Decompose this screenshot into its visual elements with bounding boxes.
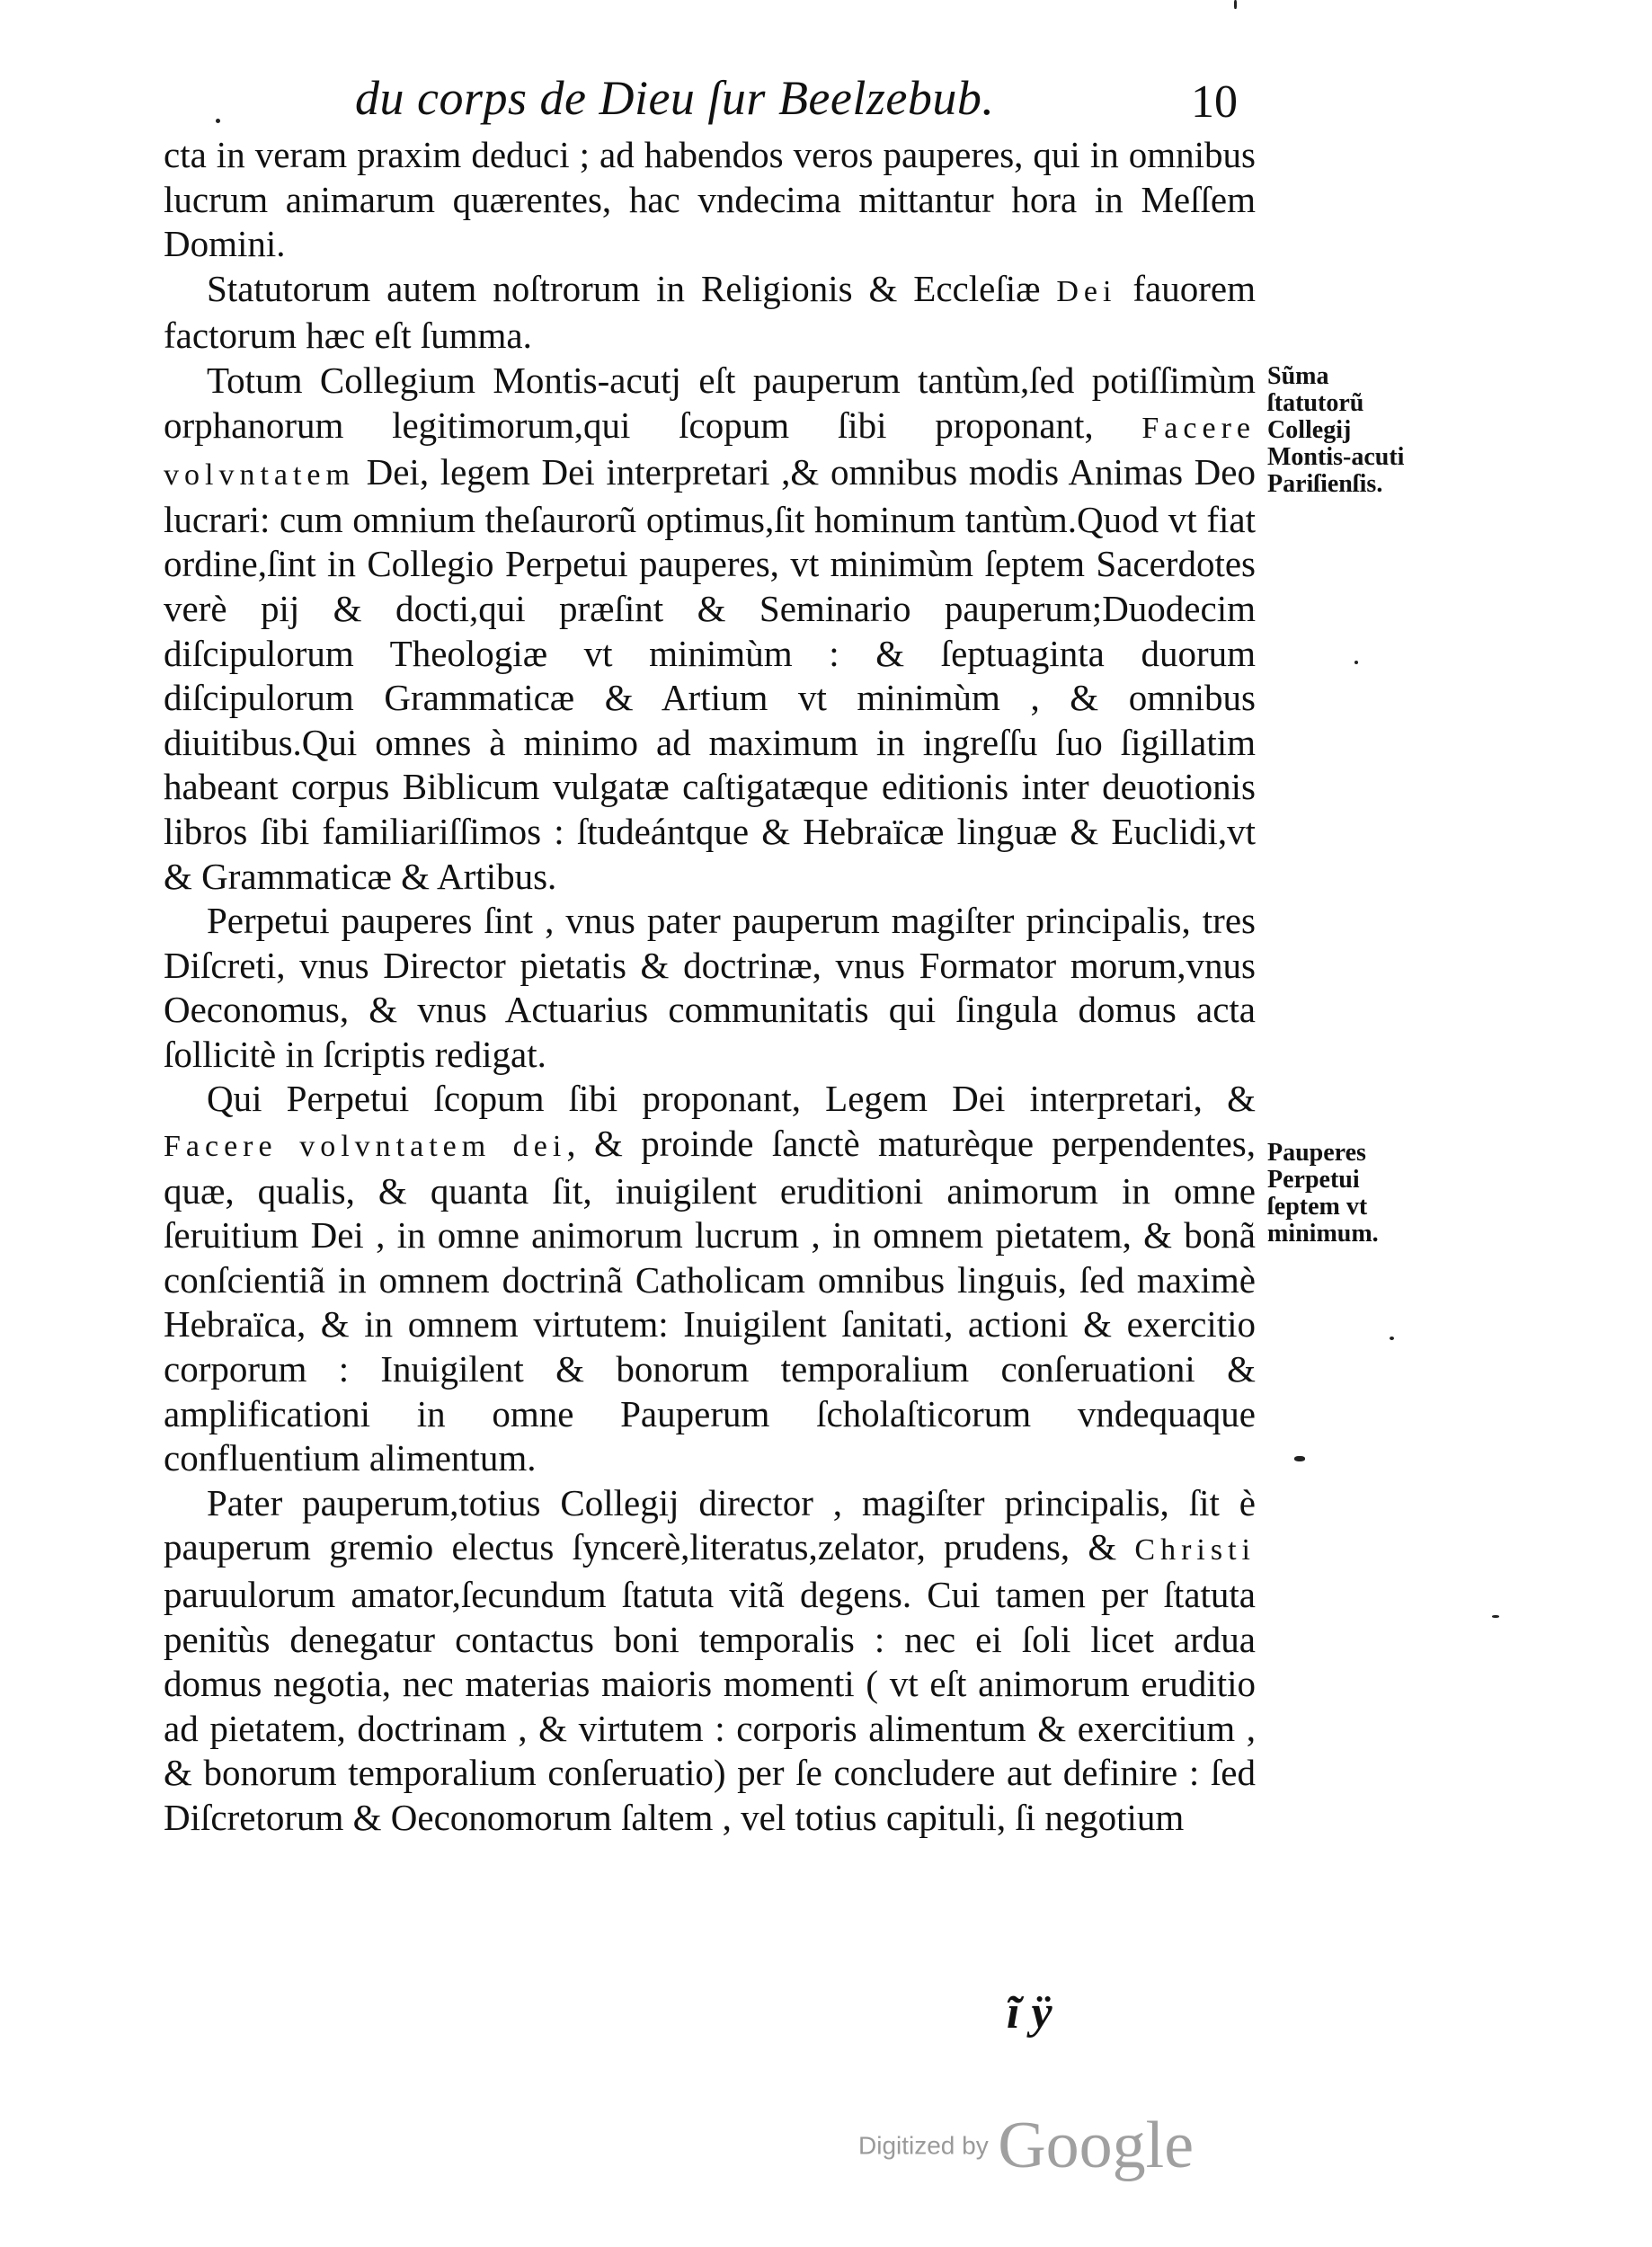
paragraph-3-small-caps: Facere volvntatem: [164, 411, 1256, 493]
ink-speck: [1492, 1615, 1499, 1618]
paragraph-3-text-b: Dei, legem Dei interpretari ,& omnibus modis Animas Deo lucrari: cum omnium theſaurorũ optimus,ſit hominum tantùm.Quod vt fiat ordine,ſint in Collegio Perpetui pauperes, vt minimùm ſeptem Sacerdotes verè pij & docti,qui præſint & Seminario pauperum;Duodecim diſcipulorum Theologiæ vt minimùm : & ſeptuaginta duorum diſcipulorum Grammaticæ & Artium vt minimùm , & omnibus diuitibus.Qui omnes à minimo ad maximum in ingreſſu ſuo ſigillatim habeant corpus Biblicum vulgatæ caſtigatæque editionis inter deuotionis libros ſibi familiariſſimos : ſtudeántque & Hebraïcæ linguæ & Euclidi,vt & Grammaticæ & Artibus.: [164, 451, 1256, 897]
paragraph-6: [164, 1481, 1256, 1841]
ink-speck: [1234, 0, 1237, 9]
paragraph-2: [164, 267, 1256, 359]
paragraph-6-small-caps: Christi: [1134, 1533, 1256, 1568]
paragraph-2-dei: Dei: [1056, 274, 1117, 308]
digitized-watermark: [858, 2108, 1194, 2184]
running-title: du corps de Dieu ſur Beelzebub.: [355, 71, 995, 125]
paragraph-5-text-a: Qui Perpetui ſcopum ſibi proponant, Legem Dei interpretari, &: [207, 1078, 1256, 1120]
margin-note-pauperes: Pauperes Perpetui ſeptem vt minimum.: [1267, 1139, 1379, 1248]
paragraph-3: [164, 359, 1256, 899]
ink-speck: [216, 119, 220, 123]
paragraph-5-text-b: , & proinde ſanctè maturèque perpendentes, quæ, qualis, & quanta ſit, inuigilent eruditioni animorum in omne ſeruitium Dei , in omne animorum lucrum , in omnem pietatem, & bonã conſcientiã in omnem doctrinã Catholicam omnibus linguis, ſed maximè Hebraïca, & in omnem virtutem: Inuigilent ſanitati, actioni & exercitio corporum : Inuigilent & bonorum temporalium conſeruationi & amplificationi in omne Pauperum ſcholaſticorum vndequaque confluentium alimentum.: [164, 1123, 1256, 1479]
margin-note-summary: Sũma ſtatutorũ Collegij Montis-acuti Pariſienſis.: [1267, 362, 1405, 498]
ink-speck: [1390, 1337, 1394, 1340]
paragraph-5-small-caps: Facere volvntatem dei: [164, 1130, 567, 1164]
paragraph-6-text-b: paruulorum amator,ſecundum ſtatuta vitã degens. Cui tamen per ſtatuta penitùs denegatur contactus boni temporalis : nec ei ſoli licet ardua domus negotia, nec materias maioris momenti ( vt eſt animorum eruditio ad pietatem, doctrinam , & virtutem : corporis alimentum & exercitium , & bonorum temporalium conſeruatio) per ſe concludere aut definire : ſed Diſcretorum & Oeconomorum ſaltem , vel totius capituli, ſi negotium: [164, 1574, 1256, 1838]
paragraph-5: [164, 1077, 1256, 1480]
paragraph-3-text-a: Totum Collegium Montis-acutj eſt pauperum tantùm,ſed potiſſimùm orphanorum legitimorum,qui ſcopum ſibi proponant,: [164, 359, 1256, 446]
paragraph-6-text-a: Pater pauperum,totius Collegij director , magiſter principalis, ſit è pauperum gremio electus ſyncerè,literatus,zelator, prudens, &: [164, 1481, 1256, 1568]
digitized-label: Digitized by: [858, 2131, 989, 2160]
ink-speck: [1354, 661, 1358, 664]
page-number: 10: [1191, 76, 1238, 128]
paragraph-1: cta in veram praxim deduci ; ad habendos veros pauperes, qui in omnibus lucrum animarum quærentes, hac vndecima mittantur hora in Meſſem Domini.: [164, 134, 1256, 265]
main-text: [164, 133, 1256, 1841]
paragraph-2-text-b: fauorem factorum hæc eſt ſumma.: [164, 267, 1256, 357]
paragraph-4: Perpetui pauperes ſint , vnus pater pauperum magiſter principalis, tres Diſcreti, vnus Director pietatis & doctrinæ, vnus Formator morum,vnus Oeconomus, & vnus Actuarius communitatis qui ſingula domus acta ſollicitè in ſcriptis redigat.: [164, 900, 1256, 1075]
paragraph-2-text-a: Statutorum autem noſtrorum in Religionis & Eccleſiæ: [207, 267, 1057, 309]
signature-mark: ĩ ÿ: [1007, 1987, 1052, 2038]
ink-speck: [1294, 1456, 1305, 1461]
google-logo: Google: [998, 2109, 1195, 2182]
